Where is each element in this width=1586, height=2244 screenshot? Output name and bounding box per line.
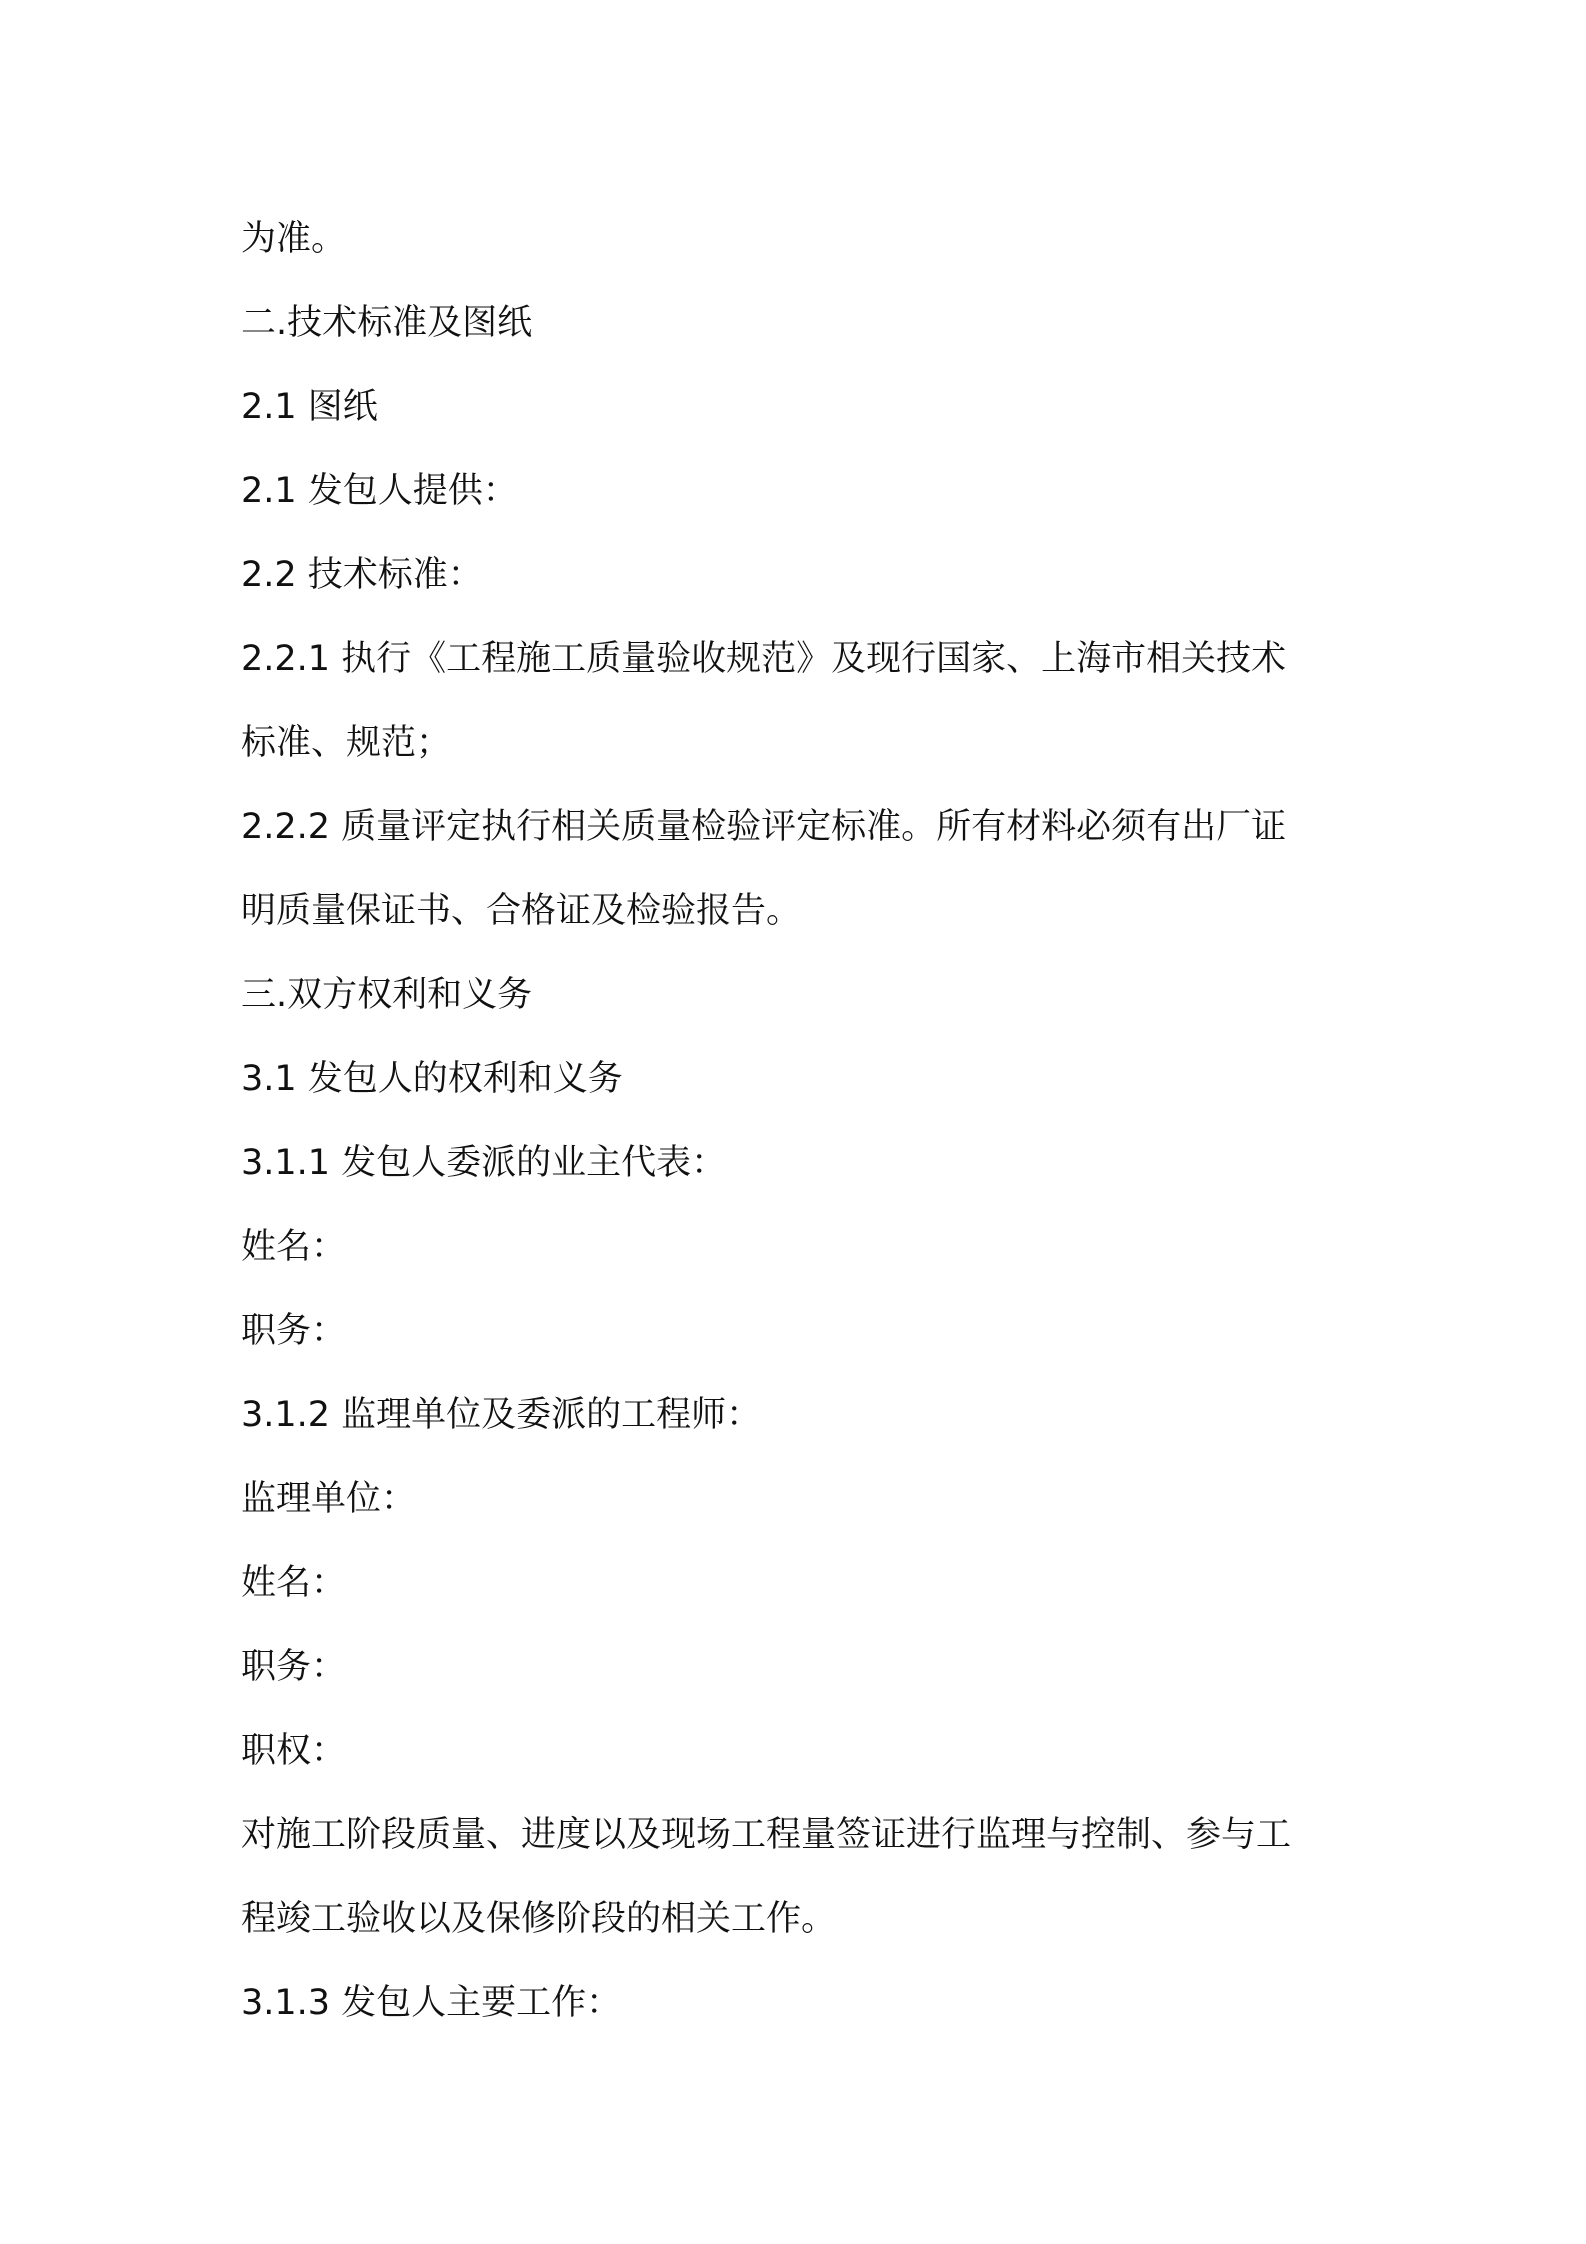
text-line: 姓名： — [241, 1227, 347, 1267]
text-line: 为准。 — [241, 219, 347, 259]
text-line: 2.1 图纸 — [241, 387, 378, 427]
text-line: 3.1.3 发包人主要工作： — [241, 1983, 622, 2023]
text-line: 程竣工验收以及保修阶段的相关工作。 — [241, 1899, 837, 1939]
text-line: 监理单位： — [241, 1479, 417, 1519]
section-heading: 三.双方权利和义务 — [241, 975, 533, 1015]
section-heading: 二.技术标准及图纸 — [241, 303, 533, 343]
text-line: 姓名： — [241, 1563, 347, 1603]
text-line: 2.2 技术标准： — [241, 555, 483, 595]
text-line: 明质量保证书、合格证及检验报告。 — [241, 891, 802, 931]
text-line: 对施工阶段质量、进度以及现场工程量签证进行监理与控制、参与工 — [241, 1815, 1292, 1855]
text-line: 标准、规范； — [241, 723, 452, 763]
text-line: 职务： — [241, 1647, 347, 1687]
text-line: 2.2.2 质量评定执行相关质量检验评定标准。所有材料必须有出厂证 — [241, 807, 1287, 847]
text-line: 职权： — [241, 1731, 347, 1771]
text-line: 3.1.2 监理单位及委派的工程师： — [241, 1395, 762, 1435]
document-body — [241, 197, 1361, 2045]
text-line: 职务： — [241, 1311, 347, 1351]
text-line: 2.1 发包人提供： — [241, 471, 518, 511]
text-line: 3.1.1 发包人委派的业主代表： — [241, 1143, 727, 1183]
text-line: 2.2.1 执行《工程施工质量验收规范》及现行国家、上海市相关技术 — [241, 639, 1287, 679]
text-line: 3.1 发包人的权利和义务 — [241, 1059, 623, 1099]
